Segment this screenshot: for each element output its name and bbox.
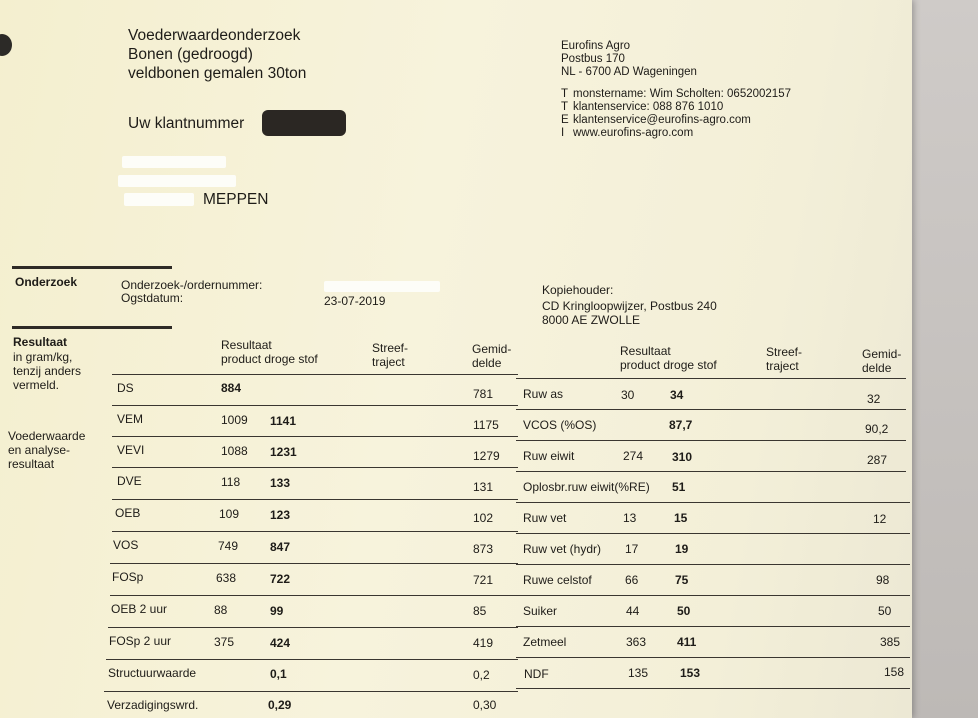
row-label: VCOS (%OS) <box>523 418 597 432</box>
row-droge-stof: 1231 <box>270 445 297 459</box>
lab-contacts <box>561 88 791 140</box>
row-droge-stof: 15 <box>674 511 688 525</box>
row-product: 118 <box>221 475 241 489</box>
unit-note: in gram/kg, tenzij anders vermeld. <box>13 350 82 392</box>
row-label: DVE <box>117 474 142 488</box>
row-droge-stof: 722 <box>270 572 291 586</box>
customer-city: MEPPEN <box>203 191 269 208</box>
punch-hole <box>0 34 12 56</box>
row-gemiddelde: 90,2 <box>865 422 889 436</box>
row-gemiddelde: 12 <box>873 512 887 526</box>
row-droge-stof: 99 <box>270 604 284 618</box>
row-gemiddelde: 419 <box>473 636 494 650</box>
row-product: 44 <box>626 604 640 618</box>
kopiehouder-label: Kopiehouder: <box>542 283 614 297</box>
voederwaarde-note: Voederwaarde en analyse- resultaat <box>8 429 86 471</box>
row-droge-stof: 0,29 <box>268 698 292 712</box>
row-droge-stof: 123 <box>270 508 291 522</box>
row-gemiddelde: 0,2 <box>473 668 490 682</box>
row-droge-stof: 34 <box>670 388 684 402</box>
contact-row-4: I www.eurofins-agro.com <box>561 127 694 139</box>
row-label: Structuurwaarde <box>108 666 197 680</box>
kopiehouder-line-1: CD Kringloopwijzer, Postbus 240 <box>542 299 717 313</box>
row-product: 274 <box>623 449 644 463</box>
row-product: 13 <box>623 511 637 525</box>
row-droge-stof: 19 <box>675 542 689 556</box>
redacted-address-line-1 <box>122 156 226 168</box>
row-product: 375 <box>214 635 235 649</box>
redacted-klantnummer <box>262 110 346 136</box>
report-title <box>128 26 306 83</box>
row-gemiddelde: 85 <box>473 604 487 618</box>
row-product: 638 <box>216 571 237 585</box>
kopiehouder-line-2: 8000 AE ZWOLLE <box>542 313 641 327</box>
row-label: OEB 2 uur <box>111 602 168 616</box>
onderzoek-label: Onderzoek <box>15 275 78 289</box>
redacted-order-number <box>324 281 440 292</box>
section-rule-onderzoek <box>12 266 172 269</box>
col-header-gemid-right: Gemid- delde <box>862 347 902 375</box>
row-droge-stof: 424 <box>270 636 291 650</box>
col-header-resultaat-right: Resultaat product droge stof <box>620 344 717 372</box>
row-droge-stof: 0,1 <box>270 667 287 681</box>
row-gemiddelde: 50 <box>878 604 892 618</box>
row-product: 749 <box>218 539 239 553</box>
row-droge-stof: 51 <box>672 480 686 494</box>
row-droge-stof: 1141 <box>270 414 297 428</box>
row-label: Suiker <box>523 604 558 618</box>
klantnummer-label: Uw klantnummer <box>128 115 245 132</box>
row-gemiddelde: 32 <box>867 392 881 406</box>
row-label: FOSp 2 uur <box>109 634 172 648</box>
title-line-2: Bonen (gedroogd) <box>128 46 253 63</box>
title-line-1: Voederwaardeonderzoek <box>128 27 301 44</box>
lab-name: Eurofins Agro <box>561 40 631 52</box>
row-droge-stof: 884 <box>221 381 242 395</box>
row-label: Verzadigingswrd. <box>107 698 199 712</box>
row-droge-stof: 87,7 <box>669 418 693 432</box>
row-product: 66 <box>625 573 639 587</box>
row-label: VOS <box>113 538 139 552</box>
row-label: Ruw eiwit <box>523 449 575 463</box>
col-header-streef-right: Streef- traject <box>766 345 803 373</box>
row-product: 88 <box>214 603 228 617</box>
row-gemiddelde: 721 <box>473 573 494 587</box>
background-surface <box>912 0 978 718</box>
lab-postbus: Postbus 170 <box>561 53 625 65</box>
redacted-address-line-2 <box>118 175 236 187</box>
row-product: 1009 <box>221 413 248 427</box>
row-label: DS <box>117 381 134 395</box>
row-gemiddelde: 102 <box>473 511 494 525</box>
row-label: Ruw as <box>523 387 564 401</box>
row-gemiddelde: 98 <box>876 573 890 587</box>
row-gemiddelde: 1175 <box>473 418 499 432</box>
row-droge-stof: 133 <box>270 476 291 490</box>
row-gemiddelde: 1279 <box>473 449 500 463</box>
row-droge-stof: 310 <box>672 450 693 464</box>
row-product: 1088 <box>221 444 248 458</box>
section-rule-resultaat <box>12 326 172 329</box>
row-label: VEM <box>117 412 144 426</box>
row-label: Oplosbr.ruw eiwit(%RE) <box>523 480 650 494</box>
redacted-address-line-3 <box>124 193 194 206</box>
row-label: NDF <box>524 667 549 681</box>
contact-row-1: T monstername: Wim Scholten: 0652002157 <box>561 88 791 100</box>
row-product: 363 <box>626 635 647 649</box>
row-label: VEVI <box>117 443 145 457</box>
col-header-streef-left: Streef- traject <box>372 341 409 369</box>
row-gemiddelde: 158 <box>884 665 905 679</box>
order-number-label: Onderzoek-/ordernummer: <box>121 278 263 292</box>
ogstdatum-label: Ogstdatum: <box>121 291 184 305</box>
col-header-gemid-left: Gemid- delde <box>472 342 512 370</box>
row-gemiddelde: 287 <box>867 453 888 467</box>
row-label: FOSp <box>112 570 144 584</box>
ogstdatum-value: 23-07-2019 <box>324 294 386 308</box>
row-product: 135 <box>628 666 649 680</box>
title-line-3: veldbonen gemalen 30ton <box>128 65 307 82</box>
row-label: Ruw vet <box>523 511 567 525</box>
row-droge-stof: 50 <box>677 604 691 618</box>
row-product: 109 <box>219 507 240 521</box>
resultaat-label: Resultaat <box>13 335 68 349</box>
row-droge-stof: 411 <box>677 635 697 649</box>
row-droge-stof: 847 <box>270 540 291 554</box>
lab-city: NL - 6700 AD Wageningen <box>561 66 697 78</box>
col-header-resultaat-left: Resultaat product droge stof <box>221 338 318 366</box>
row-label: OEB <box>115 506 141 520</box>
row-droge-stof: 75 <box>675 573 689 587</box>
row-label: Zetmeel <box>523 635 567 649</box>
row-label: Ruw vet (hydr) <box>523 542 602 556</box>
row-product: 30 <box>621 388 635 402</box>
row-droge-stof: 153 <box>680 666 701 680</box>
contact-row-2: T klantenservice: 088 876 1010 <box>561 101 724 113</box>
contact-row-3: E klantenservice@eurofins-agro.com <box>561 114 751 126</box>
row-gemiddelde: 385 <box>880 635 901 649</box>
lab-address <box>561 40 697 79</box>
row-gemiddelde: 131 <box>473 480 494 494</box>
row-gemiddelde: 781 <box>473 387 494 401</box>
row-gemiddelde: 873 <box>473 542 494 556</box>
table-bottom-rule <box>516 688 910 689</box>
row-product: 17 <box>625 542 639 556</box>
row-gemiddelde: 0,30 <box>473 698 497 712</box>
row-label: Ruwe celstof <box>523 573 592 587</box>
